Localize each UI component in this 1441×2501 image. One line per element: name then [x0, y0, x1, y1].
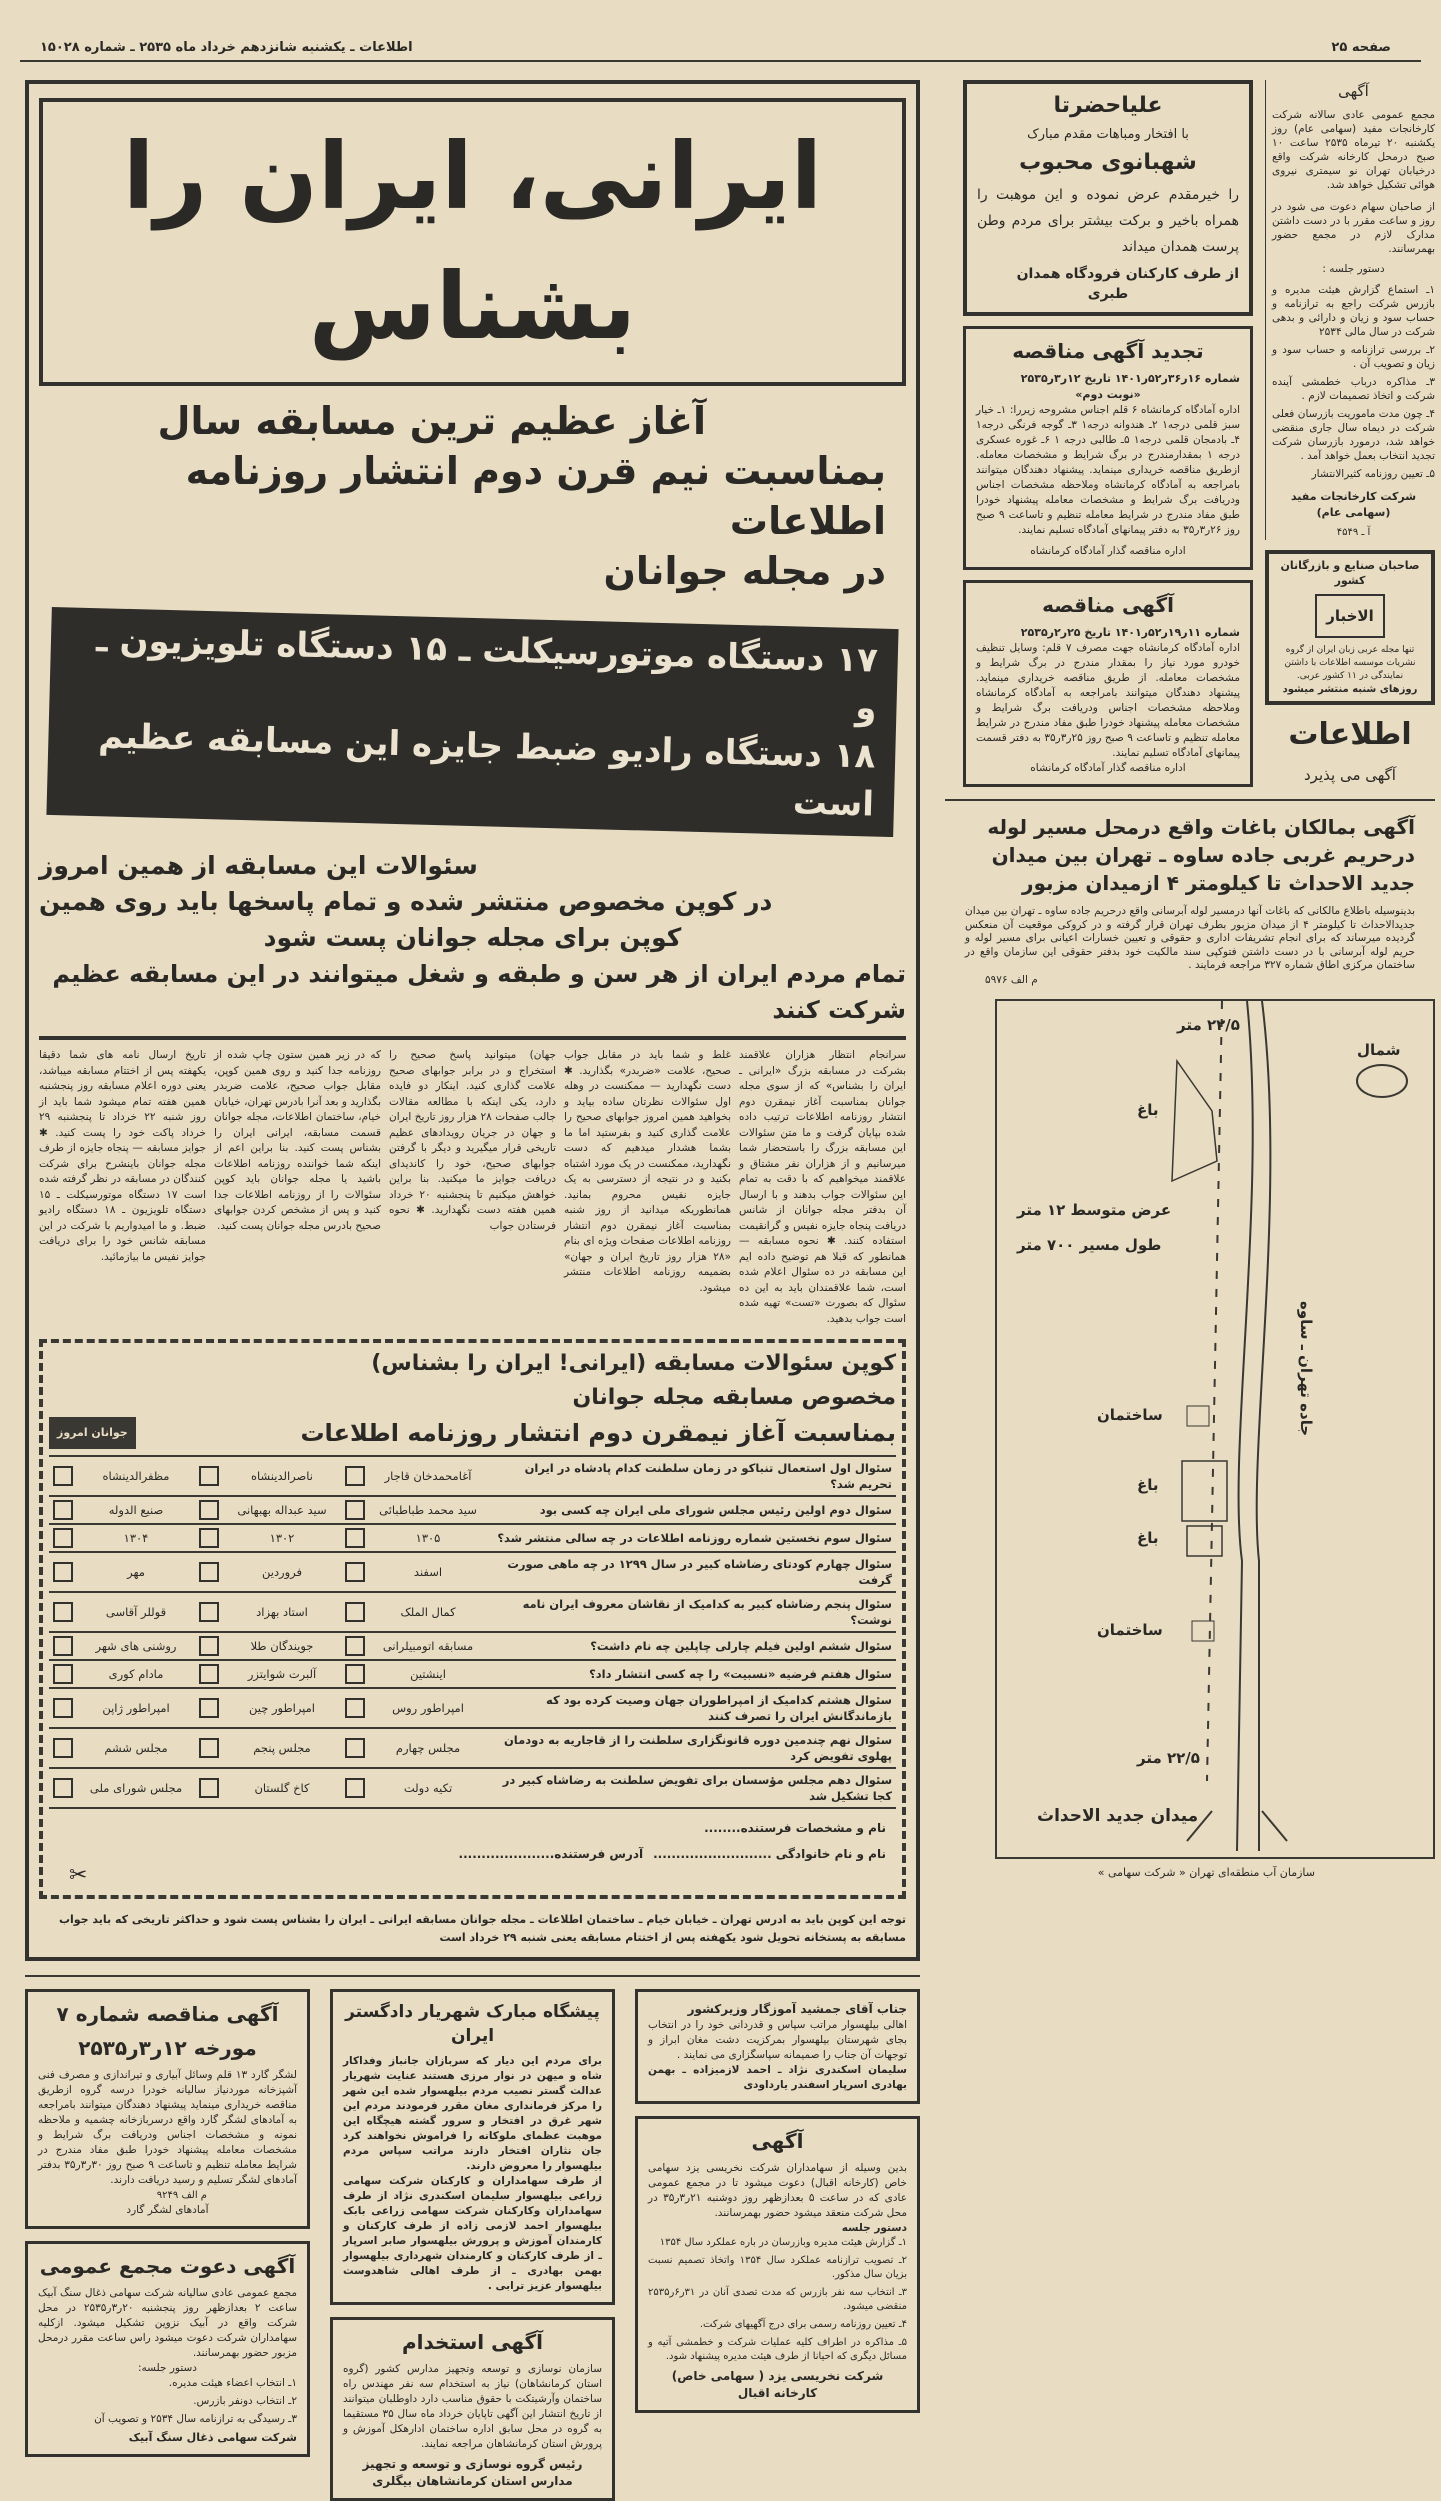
- notice-sign1: شرکت کارخانجات مفید: [1290, 490, 1417, 503]
- list-item: ۱ـ انتخاب اعضاء هیئت مدیره.: [168, 2377, 297, 2389]
- list-item: ۲ـ تصویب ترازنامه عملکرد سال ۱۳۵۴ واتخاذ تصمیم نسبت بزیان سال مذکور.: [648, 2255, 907, 2280]
- answer-option: روشنی های شهر: [95, 1639, 177, 1653]
- map-road: جاده تهران ـ ساوه: [1297, 1300, 1315, 1436]
- contest-line4: تمام مردم ایران از هر سن و طبقه و شغل میتوانند در این مسابقه عظیم شرکت کنند: [52, 960, 906, 1024]
- map-avg-width: عرض متوسط ۱۲ متر: [1017, 1200, 1172, 1219]
- answer-checkbox[interactable]: [53, 1602, 73, 1622]
- page-header: [20, 40, 1421, 62]
- contest-title-box: [39, 98, 906, 386]
- answer-option: تکیه دولت: [403, 1781, 453, 1795]
- answer-cell: [53, 1500, 193, 1520]
- textile-sign2: کارخانه اقبال: [737, 2386, 818, 2400]
- question-list: [49, 1455, 896, 1809]
- assembly-title: آگهی دعوت مجمع عمومی: [39, 2254, 296, 2278]
- answer-option: سید عبداله بهبهانی: [237, 1503, 327, 1517]
- notice-p2: از صاحبان سهام دعوت می شود در روز و ساعت مقرر با در دست داشتن مدارک لازم در مجمع حضور بهمرسانند.: [1272, 201, 1435, 255]
- answer-checkbox[interactable]: [53, 1500, 73, 1520]
- map-caption: سازمان آب منطقه‌ای تهران « شرکت سهامی »: [1097, 1865, 1315, 1879]
- question-row: [49, 1689, 896, 1729]
- coupon-subheading: [49, 1417, 896, 1449]
- tender7-sign: آمادهای لشگر گارد: [126, 2204, 209, 2216]
- article-columns: [39, 1036, 906, 1327]
- question-text: سئوال هفتم فرضیه «نسبیت» را چه کسی انتشار داد؟: [589, 1667, 892, 1681]
- answer-cell: [53, 1778, 193, 1798]
- tender-ad-2: [963, 580, 1253, 787]
- answer-cell: [53, 1636, 193, 1656]
- congrats-l1: با افتخار ومباهات مقدم مبارک: [1027, 127, 1189, 142]
- answer-checkbox[interactable]: [199, 1738, 219, 1758]
- answer-option: سید محمد طباطبائی: [379, 1503, 477, 1517]
- tender7-ad: [25, 1989, 310, 2229]
- congrats-l4: از طرف کارکنان فرودگاه همدان: [1016, 266, 1239, 282]
- court-sign: از طرف سهامداران و کارکنان شرکت سهامی زراعی بیلهسوار سلیمان اسکندری نژاد از طرف سهامداران وکارکنان شرکت سهامی زراعی بابک بیلهسوار احمد لازمی زاده از طرف کارکنان و کارمندان آموزش و پرورش بیلهسوار صابر اسرپار ـ از طرف کارکنان و کارمندان شهرداری بیلهسوار بهمن بهادری ـ از طرف اهالی شاهدوست بیلهسوار عزیز ترابی .: [343, 2175, 602, 2292]
- answer-checkbox[interactable]: [345, 1528, 365, 1548]
- answer-cell: [53, 1466, 193, 1486]
- hiring-sign: رئیس گروه نوسازی و توسعه و تجهیز مدارس استان کرمانشاهان بیگلری: [362, 2457, 583, 2488]
- article-column: غلط و شما باید در مقابل جواب صحیح، علامت «ضربدر» بگذارید. ✱ دست نگهدارید — ممکنست در وهله اول سئوالات نظرتان ساده بیاید و بخواهید همین امروز جوابهای صحیح را علامت گذاری کنید و بفرستید اما ما بشما هشدار میدهیم که دست نگهدارید، ممکنست در یک مورد اشتباه بکنید و در نتیجه از دسترسی به یک جایزه نفیس محروم بمانید. همانطوریکه میدانید از روز شنبه بمناسبت آغاز نیمقرن دوم انتشار روزنامه اطلاعات صفحات ویژه ای بنام «۲۸ هزار روز تاریخ ایران و جهان» بضمیمه روزنامه اطلاعات منتشر میشود.: [564, 1049, 731, 1294]
- answer-cell: [199, 1528, 339, 1548]
- pipeline-title: آگهی بمالکان باغات واقع درمحل مسیر لوله درحریم غربی جاده ساوه ـ تهران بین میدان جدید الاحداث تا کیلومتر ۴ ازمیدان مزبور: [987, 815, 1415, 895]
- minister-sign: سلیمان اسکندری نژاد ـ احمد لازمیزاده ـ بهمن بهادری اسرپار اسفندر یارداودی: [648, 2064, 907, 2091]
- contest-sub2: بمناسبت نیم قرن دوم انتشار روزنامه اطلاعات: [185, 449, 886, 543]
- answer-cell: [199, 1466, 339, 1486]
- answer-option: آلبرت شوایتزر: [247, 1667, 317, 1681]
- coupon-note: [39, 1911, 906, 1947]
- answer-checkbox[interactable]: [53, 1698, 73, 1718]
- question-text: سئوال ششم اولین فیلم چارلی چاپلین چه نام داشت؟: [590, 1639, 892, 1653]
- answer-cell: [199, 1602, 339, 1622]
- javanan-logo: جوانان امروز: [49, 1417, 136, 1449]
- answer-checkbox[interactable]: [345, 1602, 365, 1622]
- paper-info: اطلاعات ـ یکشنبه شانزدهم خرداد ماه ۲۵۳۵ ـ شماره ۱۵۰۲۸: [40, 40, 413, 55]
- assembly-items: [38, 2376, 297, 2426]
- pipeline-code: م الف ۵۹۷۶: [985, 973, 1038, 986]
- answer-option: مجلس چهارم: [395, 1741, 461, 1755]
- minister-body: اهالی بیلهسوار مراتب سپاس و قدردانی خود را در انتخاب بجای شهرستان بیلهسوار بمرکزیت دشت مغان ابراز و توجهات آن جناب را صمیمانه سپاسگزاری می نمایند .: [648, 2019, 907, 2061]
- answer-option: صنیع الدوله: [108, 1503, 164, 1517]
- answer-cell: [345, 1562, 485, 1582]
- court-title: پیشگاه مبارک شهریار دادگستر ایران: [345, 2002, 600, 2046]
- map-north: شمال: [1357, 1040, 1401, 1059]
- coupon-note-2: مسابقه به پستخانه تحویل شود یکهفته پس از اختتام مسابقه یعنی شنبه ۲۹ خرداد است: [439, 1931, 906, 1944]
- contest-title: ایرانی، ایران را بشناس: [122, 123, 823, 360]
- answer-option: امپراطور چین: [248, 1701, 315, 1715]
- answer-cell: [53, 1562, 193, 1582]
- answer-checkbox[interactable]: [199, 1778, 219, 1798]
- answer-option: ۱۳۰۵: [415, 1531, 441, 1545]
- alakhbar-logo: الاخبار: [1315, 594, 1385, 638]
- answer-option: امپراطور روس: [392, 1701, 464, 1715]
- list-item: ۴ـ تعیین روزنامه رسمی برای درج آگهیهای شرکت.: [699, 2319, 907, 2330]
- alakhbar-ad: [1265, 550, 1435, 705]
- answer-option: کمال الملک: [400, 1605, 456, 1619]
- answer-checkbox[interactable]: [53, 1738, 73, 1758]
- contest-line3: کوپن برای مجله جوانان پست شود: [263, 923, 682, 952]
- question-row: [49, 1457, 896, 1497]
- answer-checkbox[interactable]: [199, 1636, 219, 1656]
- answer-checkbox[interactable]: [345, 1664, 365, 1684]
- tender7-body: لشگر گارد ۱۳ قلم وسائل آبیاری و تیراندازی و مصرف فنی آشپزخانه موردنیاز سالیانه خودرا درسه گروه ازطریق مناقصه خریداری مینماید پیشنهاد دهندگان میتوانند بامراجعه به آمادهای لشگر گارد واقع درسربازخانه چشمیه و ملاحظه نمونه و مشخصات اجناس ودریافت برگ شرایط و مشخصات معامله پیشنهاد خودرا طبق مفاد مندرج در شرایط معامله تنظیم و تاساعت ۹ صبح روز ۳۰ر۳ر۳۵ بدفتر آمادهای لشگر تسلیم و رسید دریافت دارند.: [38, 2069, 297, 2186]
- textile-items: [648, 2236, 907, 2364]
- answer-option: آغامحمدخان قاجار: [384, 1469, 472, 1483]
- map-length: طول مسیر ۷۰۰ متر: [1017, 1235, 1162, 1254]
- pipeline-body: بدینوسیله باطلاع مالکانی که باغات آنها درمسیر لوله آبرسانی واقع درحریم جاده ساوه ـ تهران بین میدان جدیدالاحداث تا کیلومتر ۴ از میدان مزبور بطرف تهران قرار گرفته و در کروکی موقعیت آن منعکس گردیده میرساند که برای انجام تشریفات اداری و حقوقی و تعیین خسارات اعیانی برای مسیر لوله و حریم لوله آبرسانی با در دست داشتن فتوکپی سند مالکیت خود بدفتر حقوقی این سازمان واقع در ساختمان مرکزی اطاق شماره ۳۲۷ مراجعه فرمایند .: [965, 905, 1415, 971]
- right-top: [945, 80, 1435, 787]
- answer-cell: [199, 1778, 339, 1798]
- question-text: سئوال هشتم کدامیک از امپراطوران جهان وصیت کرده بود که بازماندگانش ایران را تصرف کنند: [545, 1693, 892, 1723]
- map-drawing: [997, 1001, 1437, 1861]
- answer-option: اسفند: [413, 1565, 443, 1579]
- bottom-col-middle: [330, 1989, 615, 2501]
- answer-checkbox[interactable]: [345, 1500, 365, 1520]
- contest-announcement: [25, 80, 920, 1961]
- tender1-title: تجدید آگهی مناقصه: [1012, 339, 1204, 363]
- textile-body: بدین وسیله از سهامداران شرکت نخریسی یزد سهامی خاص (کارخانه اقبال) دعوت میشود تا در مجمع عمومی عادی که در ساعت ۵ بعدازظهر روز دوشنبه ۲۱ر۳ر۳۵ در محل شرکت منعقد میشود حضور بهمرسانند.: [648, 2162, 908, 2219]
- question-text: سئوال چهارم کودتای رضاشاه کبیر در سال ۱۲۹۹ در چه ماهی صورت گرفت: [507, 1557, 892, 1587]
- question-text: سئوال دوم اولین رئیس مجلس شورای ملی ایران چه کسی بود: [539, 1503, 892, 1517]
- answer-checkbox[interactable]: [53, 1778, 73, 1798]
- tender1-sign: اداره مناقصه گذار آمادگاه کرمانشاه: [1030, 545, 1186, 557]
- assembly-sign: شرکت سهامی ذغال سنگ آبیک: [128, 2431, 297, 2444]
- contest-sub1: آغاز عظیم ترین مسابقه سال: [157, 399, 706, 443]
- answer-option: کاخ گلستان: [254, 1781, 310, 1795]
- answer-option: ۱۳۰۴: [123, 1531, 149, 1545]
- list-item: ۲ـ انتخاب دونفر بازرس.: [193, 2395, 297, 2407]
- right-narrow-column: [1265, 80, 1435, 787]
- scissors-icon: ✂: [69, 1863, 88, 1888]
- question-text: سئوال نهم چندمین دوره قانونگزاری سلطنت را از قاجاریه به دودمان پهلوی تفویض کرد: [503, 1733, 892, 1763]
- address-field[interactable]: آدرس فرستنده.....................: [458, 1847, 644, 1861]
- answer-checkbox[interactable]: [53, 1636, 73, 1656]
- notice-p1: مجمع عمومی عادی سالانه شرکت کارخانجات مفید (سهامی عام) روز یکشنبه ۲۰ تیرماه ۲۵۳۵ ساعت ۱۰ صبح درمحل کارخانه شرکت واقع درخیابان تهران نو سیمتری نیروی هوائی تشکیل خواهد شد.: [1272, 109, 1435, 191]
- contest-line2: در کوپن مخصوص منتشر شده و تمام پاسخها باید روی همین: [39, 887, 773, 916]
- sender-label: نام و مشخصات فرستنده........: [704, 1821, 886, 1835]
- article-column: که در زیر همین ستون چاپ شده از روزنامه جدا کنید و روی همین کوپن، مقابل جواب صحیح، علامت ضربدر بگذارید و بعد آنرا بادرس تهران، خیابان خیام، ساختمان اطلاعات، مجله جوانان قسمت مسابقه، ایرانی ایران را بشناس پست کنید. بنا براین اعم از اینکه شما خواننده روزنامه اطلاعات باشید یا مجله جوانان باید کوپن سئوالات را از روزنامه اطلاعات جدا کنید و پس از مشخص کردن جوابهای صحیح بادرس مجله جوانان پست کنید.: [214, 1049, 381, 1232]
- left-area: [25, 80, 920, 2501]
- answer-checkbox[interactable]: [345, 1778, 365, 1798]
- minister-title: جناب آقای جمشید آموزگار وزیرکشور: [687, 2002, 907, 2016]
- notice-title: آگهی: [1338, 82, 1369, 100]
- answer-option: امپراطور ژاپن: [102, 1701, 170, 1715]
- answer-checkbox[interactable]: [53, 1664, 73, 1684]
- question-row: [49, 1729, 896, 1769]
- textile-agenda: دستور جلسه: [841, 2222, 907, 2234]
- map-width-top: ۲۲/۵ متر: [1177, 1015, 1240, 1034]
- answer-checkbox[interactable]: [53, 1528, 73, 1548]
- answer-option: مجلس پنجم: [253, 1741, 311, 1755]
- coupon-form: [39, 1339, 906, 1899]
- answer-cell: [345, 1466, 485, 1486]
- ettelaat-logo: اطلاعات: [1288, 717, 1412, 752]
- answer-cell: [345, 1664, 485, 1684]
- answer-cell: [199, 1636, 339, 1656]
- list-item: ۴ـ چون مدت ماموریت بازرسان فعلی شرکت در دیماه سال جاری منقضی خواهد شد، درمورد بازرسان شرکت تجدید انتخاب بعمل خواهد آمد .: [1272, 408, 1435, 462]
- akhbar-l1: صاحبان صنایع و بازرگانان کشور: [1280, 559, 1420, 587]
- question-row: [49, 1661, 896, 1689]
- list-item: ۳ـ انتخاب سه نفر بازرس که مدت تصدی آنان در ۳۱ر۶ر۲۵۳۵ منقضی میشود.: [648, 2287, 907, 2312]
- akhbar-l2: تنها مجله عربی زبان ایران از گروه نشریات موسسه اطلاعات با داشتن نمایندگی در ۱۱ کشور عربی.: [1284, 645, 1416, 681]
- answer-option: جویندگان طلا: [250, 1639, 314, 1653]
- answer-cell: [345, 1636, 485, 1656]
- map-garden: باغ: [1137, 1475, 1159, 1494]
- tender1-round: «نوبت دوم»: [1075, 388, 1141, 401]
- notice-items: [1272, 283, 1435, 481]
- map-square: میدان جدید الاحداث: [1037, 1805, 1199, 1826]
- question-row: [49, 1553, 896, 1593]
- answer-cell: [53, 1698, 193, 1718]
- tender-ad-1: [963, 326, 1253, 570]
- map-garden: باغ: [1137, 1100, 1159, 1119]
- list-item: ۱ـ استماع گزارش هیئت مدیره و بازرس شرکت راجع به ترازنامه و حساب سود و زیان و دارائی و بدهی شرکت در سال مالی ۲۵۳۴: [1272, 284, 1435, 338]
- question-row: [49, 1497, 896, 1525]
- list-item: ۱ـ گزارش هیئت مدیره وبازرسان در باره عملکرد سال ۱۳۵۴: [659, 2237, 907, 2248]
- answer-checkbox[interactable]: [199, 1664, 219, 1684]
- tender2-sign: اداره مناقصه گذار آمادگاه کرمانشاه: [1030, 762, 1186, 774]
- prize-banner: [46, 607, 898, 837]
- question-text: سئوال دهم مجلس مؤسسان برای تفویض سلطنت به رضاشاه کبیر در کجا تشکیل شد: [502, 1773, 892, 1803]
- minister-ad: [635, 1989, 920, 2104]
- contest-sub3: در مجله جوانان: [603, 549, 886, 593]
- answer-checkbox[interactable]: [345, 1562, 365, 1582]
- answer-cell: [53, 1664, 193, 1684]
- tender2-number: شماره ۱۱ر۱۹ر۵۲ر۱۴۰۱ تاریخ ۲۵ر۲ر۲۵۳۵: [1020, 626, 1240, 639]
- question-row: [49, 1525, 896, 1553]
- congrats-l2: شهبانوی محبوب: [1019, 150, 1197, 175]
- answer-checkbox[interactable]: [345, 1698, 365, 1718]
- bottom-col-left: [25, 1989, 310, 2501]
- list-item: ۳ـ رسیدگی به ترازنامه سال ۲۵۳۴ و تصویب آن: [94, 2413, 297, 2425]
- hiring-ad: [330, 2317, 615, 2501]
- answer-option: قوللر آقاسی: [105, 1605, 167, 1619]
- answer-checkbox[interactable]: [199, 1698, 219, 1718]
- answer-cell: [199, 1500, 339, 1520]
- answer-option: مجلس شورای ملی: [89, 1781, 183, 1795]
- answer-option: اینشتین: [410, 1667, 446, 1681]
- assembly-ad: [25, 2241, 310, 2457]
- textile-ad: [635, 2116, 920, 2413]
- article-column: جهان) میتوانید پاسخ صحیح را استخراج و در برابر جوابهای صحیح علامت گذاری کنید. اینکار دو فایده دارد، یکی اینکه با مطالعه مقالات جالب صفحات ۲۸ هزار روز تاریخ ایران و جهان در جریان رویدادهای عظیم تاریخی قرار میگیرید و دیگر با گرفتن جوابهای صحیح، خود را کاندیدای دریافت جوایز ما میکنید. بنا براین خواهش میکنیم تا پنجشنبه ۲۰ خرداد همین هفته دست نگهدارید. ✱ نحوه فرستادن جواب: [389, 1049, 556, 1232]
- contest-line1: سئوالات این مسابقه از همین امروز: [39, 851, 478, 880]
- congrats-ad: [963, 80, 1253, 316]
- tender7-title: آگهی مناقصه شماره ۷: [56, 2002, 279, 2026]
- court-ad: [330, 1989, 615, 2305]
- answer-option: مظفرالدینشاه: [102, 1469, 170, 1483]
- bottom-col-right: [635, 1989, 920, 2501]
- congrats-l3: را خیرمقدم عرض نموده و این موهبت را همراه باخیر و برکت بیشتر برای مردم وطن پرست همدان میداند: [977, 187, 1239, 255]
- assembly-agenda: دستور جلسه:: [138, 2362, 197, 2374]
- question-text: سئوال پنجم رضاشاه کبیر به کدامیک از نقاشان معروف ایران نامه نوشت؟: [522, 1597, 892, 1627]
- answer-cell: [345, 1698, 485, 1718]
- answer-cell: [53, 1602, 193, 1622]
- answer-checkbox[interactable]: [199, 1528, 219, 1548]
- map-width-bottom: ۲۲/۵ متر: [1137, 1748, 1200, 1767]
- notice-code: آ ـ ۴۵۴۹: [1336, 527, 1371, 538]
- answer-cell: [199, 1562, 339, 1582]
- question-row: [49, 1593, 896, 1633]
- answer-checkbox[interactable]: [199, 1602, 219, 1622]
- answer-cell: [199, 1738, 339, 1758]
- answer-cell: [53, 1738, 193, 1758]
- sender-fields: [49, 1845, 896, 1863]
- answer-option: مسابقه اتومبیلرانی: [382, 1639, 474, 1653]
- tender1-number: شماره ۱۶ر۳۶ر۵۲ر۱۴۰۱ تاریخ ۱۲ر۳ر۲۵۳۵: [1020, 372, 1240, 385]
- answer-option: مهر: [127, 1565, 145, 1579]
- textile-title: آگهی: [751, 2129, 804, 2153]
- answer-checkbox[interactable]: [345, 1738, 365, 1758]
- tender7-date: مورخه ۱۲ر۳ر۲۵۳۵: [78, 2036, 257, 2060]
- coupon-heading: [49, 1349, 896, 1413]
- list-item: ۵ـ تعیین روزنامه کثیرالانتشار: [1311, 468, 1435, 480]
- answer-cell: [345, 1602, 485, 1622]
- notice-sign2: (سهامی عام): [1316, 506, 1391, 519]
- ettelaat-accepts-ads: آگهی می پذیرد: [1304, 766, 1396, 784]
- textile-sign1: شرکت نخریسی یزد ( سهامی خاص): [671, 2369, 884, 2383]
- map-building: ساختمان: [1097, 1405, 1163, 1424]
- question-row: [49, 1769, 896, 1809]
- map-garden: باغ: [1137, 1528, 1159, 1547]
- question-text: سئوال سوم نخستین شماره روزنامه اطلاعات در چه سالی منتشر شد؟: [497, 1531, 892, 1545]
- answer-cell: [345, 1778, 485, 1798]
- answer-cell: [199, 1698, 339, 1718]
- coupon-title-2: مخصوص مسابقه مجله جوانان: [572, 1385, 896, 1410]
- map-building: ساختمان: [1097, 1620, 1163, 1639]
- answer-checkbox[interactable]: [199, 1562, 219, 1582]
- coupon-subtitle: بمناسبت آغاز نیمقرن دوم انتشار روزنامه اطلاعات: [300, 1419, 896, 1447]
- answer-option: ناصرالدینشاه: [250, 1469, 313, 1483]
- answer-option: فروردین: [261, 1565, 303, 1579]
- prize-line-1: ۱۷ دستگاه موتورسیکلت ـ ۱۵ دستگاه تلویزیون ـ و: [95, 620, 879, 729]
- congrats-l5: طبری: [1087, 286, 1129, 302]
- page-number: صفحه ۲۵: [1331, 40, 1391, 55]
- question-row: [49, 1633, 896, 1661]
- answer-checkbox[interactable]: [345, 1466, 365, 1486]
- coupon-title: کوپن سئوالات مسابقه (ایرانی! ایران را بشناس): [371, 1351, 896, 1376]
- answer-cell: [345, 1738, 485, 1758]
- list-item: ۲ـ بررسی ترازنامه و حساب سود و زیان و تصویب آن .: [1272, 344, 1435, 370]
- right-wide-column: [963, 80, 1253, 787]
- answer-checkbox[interactable]: [199, 1466, 219, 1486]
- coupon-note-1: توجه این کوپن باید به ادرس تهران ـ خیابان خیام ـ ساختمان اطلاعات ـ مجله جوانان مسابقه ایرانی ـ ایران را بشناس پست شود و حداکثر تاریخی که باید جواب: [58, 1913, 906, 1926]
- notice-agenda: دستور جلسه :: [1322, 263, 1385, 275]
- hiring-title: آگهی استخدام: [401, 2330, 544, 2354]
- hiring-body: سازمان نوسازی و توسعه وتجهیز مدارس کشور (گروه استان کرمانشاهان) نیاز به استخدام سه نفر مهندس راه ساختمان وآرشیتکت با حقوق مناسب دارد داوطلبان میتوانند از تاریخ انتشار این آگهی تاپایان خرداد ماه سال ۳۵ مستقیما به گروه در محل سابق اداره ساختمان ادارهکل آموزش و پرورش استان کرمانشاهان مراجعه نمایند.: [343, 2363, 602, 2450]
- answer-checkbox[interactable]: [345, 1636, 365, 1656]
- prize-line-2: ۱۸ دستگاه رادیو ضبط جایزه این مسابقه عظیم است: [97, 716, 876, 825]
- answer-checkbox[interactable]: [53, 1466, 73, 1486]
- article-column: سرانجام انتظار هزاران علاقمند بشرکت در مسابقه بزرگ «ایرانی ـ ایران را بشناس» که از سوی مجله جوانان بمناسبت آغاز نیمقرن دوم انتشار روزنامه اطلاعات ترتیب داده شده بپایان گرفت و ما متن سئوالات این مسابقه بزرگ را باستحضار شما میرسانیم و از هزاران نفر مشتاق و علاقمند میخواهیم که با دقت به تمام این سئوالات جواب بدهند و با ارسال آن بدفتر مجله جوانان از شانس دریافت پنجاه جایزه نفیس و گرانقیمت استفاده کنند. ✱ نحوه مسابقه — همانطور که قبلا هم توضیح داده ایم این مسابقه در ده سئوال اعلام شده است، شما علاقمندان باید به این ده سئوال که بصورت «تست» تهیه شده است جواب بدهید.: [739, 1049, 906, 1325]
- court-body: برای مردم این دیار که سربازان جانباز وفداکار شاه و میهن در نوار مرزی هستند عنایت شهریار عدالت گستر نصیب مردم بیلهسوار شده این شهر را مرکز فرمانداری مغان مقرر فرمودند مردم این شهر غرق در افتخار و سرور گشته هیچگاه این موهبت عظمای ملوکانه را فراموش نخواهند کرد جان نثاران افتخار دارند مراتب سپاس مردم بیلهسوار را معروض دارند.: [343, 2055, 602, 2172]
- assembly-body: مجمع عمومی عادی سالیانه شرکت سهامی ذغال سنگ آبیک ساعت ۲ بعدازظهر روز پنجشنبه ۲۰ر۳ر۲۵۳۵ در محل شرکت واقع در آبیک نزوین تشکیل میشود. ازکلیه سهامداران شرکت دعوت میشود راس ساعت مقرر درمحل مزبور حضور بهمرسانند.: [38, 2287, 297, 2359]
- answer-checkbox[interactable]: [199, 1500, 219, 1520]
- article-column: تاریخ ارسال نامه های شما دقیقا یکهفته پس از اختتام مسابقه میباشد، یعنی دوره اعلام مسابقه روز پنجشنبه همین هفته تمام میشود شما باید از روز شنبه ۲۲ خرداد تا پنجشنبه ۲۹ خرداد پاکت خود را پست کنید. ✱ جوایز مسابقه — پنجاه جایزه از طرف مجله جوانان باینشرح برای شرکت کنندگان در مسابقه در نظر گرفته شده است ۱۷ دستگاه موتورسیکلت ـ ۱۵ دستگاه تلویزیون ـ ۱۸ دستگاه رادیو ضبط. و ما امیدواریم با شرکت در این مسابقه شانس خود را برای دریافت جوایز نفیس ما بیازمائید.: [39, 1049, 207, 1263]
- pipeline-notice: [945, 799, 1435, 987]
- answer-cell: [199, 1664, 339, 1684]
- question-text: سئوال اول استعمال تنباکو در زمان سلطنت کدام پادشاه در ایران تحریم شد؟: [524, 1461, 892, 1491]
- answer-option: ۱۳۰۲: [269, 1531, 295, 1545]
- pipeline-map: [995, 999, 1435, 1859]
- answer-cell: [53, 1528, 193, 1548]
- tender2-body: اداره آمادگاه کرمانشاه جهت مصرف ۷ قلم: وسایل تنظیف خودرو مورد نیاز را بمقدار مندرج در برگ شرایط و مشخصات معامله. از طریق مناقصه خریداری مینماید. پیشنهاد دهندگان میتوانند بامراجعه به آمادگاه کرمانشاه وملاحظه مشخصات اجناس ودریافت برگ شرایط و مشخصات معامله پیشنهاد خودرا طبق مفاد مندرج در شرایط معامله تنظیم و تاساعت ۹ صبح روز ۲۵ر۳ر۳۵ به دفتر قسمت پیمانهای آمادگاه تسلیم نمایند.: [976, 642, 1241, 759]
- shareholder-notice: [1265, 80, 1435, 540]
- right-area: [945, 80, 1435, 1881]
- akhbar-l3: روزهای شنبه منتشر میشود: [1282, 684, 1418, 695]
- name-field[interactable]: نام و نام خانوادگی ..........................: [653, 1847, 886, 1861]
- tender2-title: آگهی مناقصه: [1042, 593, 1174, 617]
- answer-option: استاد بهزاد: [256, 1605, 308, 1619]
- answer-option: مادام کوری: [108, 1667, 164, 1681]
- congrats-title: علیاحضرتا: [1053, 93, 1163, 118]
- answer-checkbox[interactable]: [53, 1562, 73, 1582]
- list-item: ۳ـ مذاکره درباب خطمشی آینده شرکت و اتخاذ تصمیمات لازم .: [1272, 376, 1435, 402]
- answer-cell: [345, 1500, 485, 1520]
- answer-cell: [345, 1528, 485, 1548]
- answer-option: مجلس ششم: [104, 1741, 168, 1755]
- tender7-code: م الف ۹۲۴۹: [156, 2190, 207, 2201]
- list-item: ۵ـ مذاکره در اطراف کلیه عملیات شرکت و خطمشی آتیه و مسائل دیگری که احیانا از طرف هیئت مدیره پیشنهاد شود.: [648, 2337, 907, 2362]
- bottom-ads: [25, 1975, 920, 2501]
- tender1-body: اداره آمادگاه کرمانشاه ۶ قلم اجناس مشروحه زیررا: ۱ـ خیار سبز قلمی درجه۱ ۲ـ هندوانه درجه۱ ۳ـ گوجه فرنگی درجه۱ ۴ـ بادمجان قلمی درجه۱ ۵ـ طالبی درجه ۱ ۶ـ غوره عسکری درجه ۱ بمقدارمندرج در برگ شرایط و مشخصات معامله. ازطریق مناقصه خریداری مینماید. پیشنهاد دهندگان میتوانند بامراجعه به آمادگاه کرمانشاه وملاحظه مشخصات اجناس ودریافت برگ شرایط و مشخصات معامله پیشنهاد خودرا طبق مفاد مندرج در شرایط معامله تنظیم و تاساعت ۹ صبح روز ۲۶ر۳ر۳۵ به دفتر پیمانهای آمادگاه تسلیم نمایند.: [976, 404, 1241, 536]
